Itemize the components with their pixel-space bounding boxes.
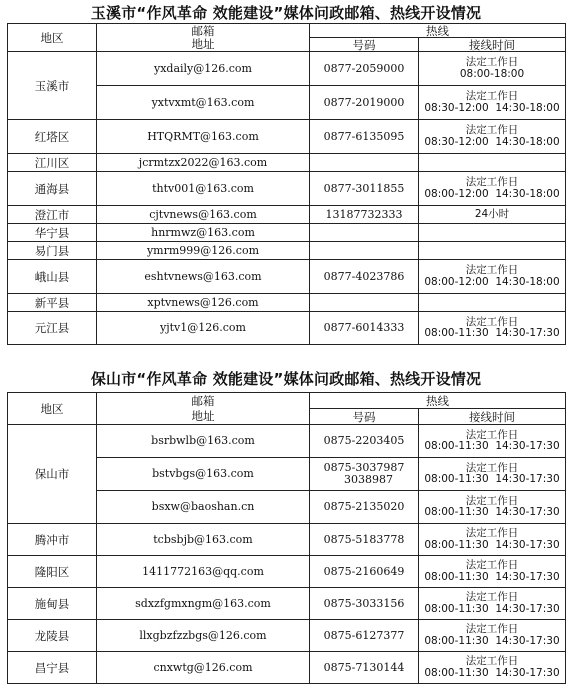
region-cell: 元江县 <box>8 312 97 345</box>
table-row <box>8 206 566 224</box>
table-row <box>8 620 566 652</box>
phone-cell <box>310 52 419 86</box>
hours-line: 法定工作日 <box>465 264 519 276</box>
hours-line: 法定工作日 <box>465 428 519 441</box>
table-row <box>8 224 566 242</box>
phone-cell <box>310 206 419 224</box>
phone-cell <box>310 312 419 345</box>
yuxi-table <box>7 23 566 345</box>
hours-cell <box>419 620 566 652</box>
hours-line: 08:00-12:00 14:30-18:00 <box>424 275 560 288</box>
phone-cell <box>310 588 419 620</box>
region-cell: 施甸县 <box>8 588 97 620</box>
region-cell: 昌宁县 <box>8 652 97 684</box>
table-row <box>8 425 566 458</box>
region-cell: 江川区 <box>8 154 97 172</box>
hours-line: 法定工作日 <box>465 591 519 603</box>
hours-line: 法定工作日 <box>465 494 519 507</box>
hours-line: 08:00-12:00 14:30-18:00 <box>424 187 560 200</box>
table-row <box>8 52 566 86</box>
baoshan-title: 保山市“作风革命 效能建设”媒体问政邮箱、热线开设情况 <box>90 370 482 388</box>
hours-cell <box>419 154 566 172</box>
hours-cell <box>419 242 566 260</box>
phone-line: 13187732333 <box>325 207 403 221</box>
header-number: 号码 <box>310 409 419 425</box>
email-cell: yxtvxmt@163.com <box>97 86 310 120</box>
phone-cell <box>310 652 419 684</box>
yuxi-section <box>7 3 565 345</box>
email-cell: 1411772163@qq.com <box>97 556 310 588</box>
email-cell: cnxwtg@126.com <box>97 652 310 684</box>
hours-cell <box>419 52 566 86</box>
phone-line: 0875-2203405 <box>323 434 405 447</box>
email-cell: cjtvnews@163.com <box>97 206 310 224</box>
phone-line: 0875-2135020 <box>323 500 405 513</box>
hours-line: 法定工作日 <box>465 56 519 68</box>
phone-cell <box>310 294 419 312</box>
email-cell: ymrm999@126.com <box>97 242 310 260</box>
header-hours: 接线时间 <box>419 38 566 52</box>
phone-cell <box>310 425 419 458</box>
header-hotline: 热线 <box>310 24 566 38</box>
phone-cell <box>310 86 419 120</box>
phone-line: 0875-5183778 <box>323 532 405 546</box>
table-row <box>8 588 566 620</box>
phone-cell <box>310 120 419 154</box>
hours-cell <box>419 172 566 206</box>
email-cell: yxdaily@126.com <box>97 52 310 86</box>
hours-cell <box>419 524 566 556</box>
phone-line: 0875-7130144 <box>323 660 405 674</box>
email-cell: eshtvnews@163.com <box>97 260 310 294</box>
hours-cell <box>419 556 566 588</box>
hours-cell <box>419 458 566 491</box>
region-cell: 通海县 <box>8 172 97 206</box>
header-address: 地址 <box>97 409 310 425</box>
email-cell: xptvnews@126.com <box>97 294 310 312</box>
phone-line: 0877-3011855 <box>323 181 405 195</box>
baoshan-section <box>7 368 565 684</box>
hours-line: 法定工作日 <box>465 559 519 571</box>
hours-line: 法定工作日 <box>465 623 519 635</box>
phone-line: 0877-2059000 <box>323 61 405 75</box>
phone-cell <box>310 556 419 588</box>
hours-line: 08:00-11:30 14:30-17:30 <box>424 570 560 583</box>
hours-line: 法定工作日 <box>465 176 519 188</box>
region-cell: 龙陵县 <box>8 620 97 652</box>
header-hours: 接线时间 <box>419 409 566 425</box>
table-row <box>8 120 566 154</box>
table-row <box>8 154 566 172</box>
email-cell: thtv001@163.com <box>97 172 310 206</box>
hours-line: 08:00-11:30 14:30-17:30 <box>424 440 560 452</box>
hours-line: 08:00-11:30 14:30-17:30 <box>424 666 560 679</box>
region-cell: 华宁县 <box>8 224 97 242</box>
hours-cell <box>419 294 566 312</box>
email-cell: tcbsbjb@163.com <box>97 524 310 556</box>
hours-cell <box>419 491 566 524</box>
table-row <box>8 294 566 312</box>
hours-line: 08:00-18:00 <box>459 67 525 80</box>
hours-line: 08:30-12:00 14:30-18:00 <box>424 135 560 148</box>
region-cell: 澄江市 <box>8 206 97 224</box>
header-mailbox: 邮箱 <box>97 24 310 38</box>
table-row <box>8 524 566 556</box>
hours-line: 08:30-12:00 14:30-18:00 <box>424 101 560 114</box>
phone-line: 0875-2160649 <box>323 564 405 578</box>
phone-line: 0877-4023786 <box>323 269 405 283</box>
email-cell: HTQRMT@163.com <box>97 120 310 154</box>
phone-line: 0875-6127377 <box>323 628 405 642</box>
email-cell: yjtv1@126.com <box>97 312 310 345</box>
phone-cell <box>310 172 419 206</box>
phone-line: 0875-3033156 <box>323 596 405 610</box>
email-cell: bstvbgs@163.com <box>97 458 310 491</box>
header-mailbox: 邮箱 <box>97 393 310 409</box>
header-address: 地址 <box>97 38 310 52</box>
region-cell: 峨山县 <box>8 260 97 294</box>
hours-cell <box>419 224 566 242</box>
hours-line: 08:00-11:30 14:30-17:30 <box>424 538 560 551</box>
phone-cell <box>310 458 419 491</box>
phone-line: 3038987 <box>344 473 393 486</box>
hours-line: 08:00-11:30 14:30-17:30 <box>424 327 560 339</box>
phone-cell <box>310 224 419 242</box>
hours-line: 08:00-11:30 14:30-17:30 <box>424 473 560 485</box>
hours-cell <box>419 312 566 345</box>
header-region: 地区 <box>8 24 97 52</box>
phone-cell <box>310 524 419 556</box>
header-region: 地区 <box>8 393 97 425</box>
hours-cell <box>419 425 566 458</box>
hours-cell <box>419 86 566 120</box>
table-row <box>8 172 566 206</box>
baoshan-table <box>7 392 566 684</box>
region-cell: 保山市 <box>8 425 97 524</box>
phone-cell <box>310 620 419 652</box>
email-cell: llxgbzfzzbgs@126.com <box>97 620 310 652</box>
table-row <box>8 652 566 684</box>
table-row <box>8 242 566 260</box>
hours-line: 法定工作日 <box>465 315 519 328</box>
hours-line: 法定工作日 <box>465 655 519 667</box>
phone-line: 0875-3037987 <box>323 461 405 474</box>
phone-cell <box>310 242 419 260</box>
email-cell: jcrmtzx2022@163.com <box>97 154 310 172</box>
hours-line: 法定工作日 <box>465 90 519 102</box>
hours-line: 法定工作日 <box>465 124 519 136</box>
hours-line: 08:00-11:30 14:30-17:30 <box>424 506 560 518</box>
table-row <box>8 260 566 294</box>
hours-cell <box>419 652 566 684</box>
header-hotline: 热线 <box>310 393 566 409</box>
region-cell: 新平县 <box>8 294 97 312</box>
phone-line: 0877-6135095 <box>323 129 405 143</box>
phone-line: 0877-6014333 <box>323 321 405 334</box>
table-row <box>8 556 566 588</box>
hours-cell <box>419 260 566 294</box>
phone-line: 0877-2019000 <box>323 95 405 109</box>
email-cell: hnrmwz@163.com <box>97 224 310 242</box>
hours-cell <box>419 588 566 620</box>
email-cell: bsrbwlb@163.com <box>97 425 310 458</box>
email-cell: sdxzfgmxngm@163.com <box>97 588 310 620</box>
region-cell: 玉溪市 <box>8 52 97 120</box>
hours-line: 法定工作日 <box>465 461 519 474</box>
table-row <box>8 312 566 345</box>
region-cell: 隆阳区 <box>8 556 97 588</box>
hours-line: 法定工作日 <box>465 527 519 539</box>
phone-cell <box>310 491 419 524</box>
hours-line: 08:00-11:30 14:30-17:30 <box>424 602 560 615</box>
region-cell: 腾冲市 <box>8 524 97 556</box>
email-cell: bsxw@baoshan.cn <box>97 491 310 524</box>
hours-cell <box>419 120 566 154</box>
phone-cell <box>310 260 419 294</box>
hours-line: 08:00-11:30 14:30-17:30 <box>424 634 560 647</box>
hours-cell <box>419 206 566 224</box>
region-cell: 易门县 <box>8 242 97 260</box>
phone-cell <box>310 154 419 172</box>
hours-line: 24小时 <box>474 207 510 220</box>
region-cell: 红塔区 <box>8 120 97 154</box>
yuxi-title: 玉溪市“作风革命 效能建设”媒体问政邮箱、热线开设情况 <box>90 4 482 22</box>
header-number: 号码 <box>310 38 419 52</box>
